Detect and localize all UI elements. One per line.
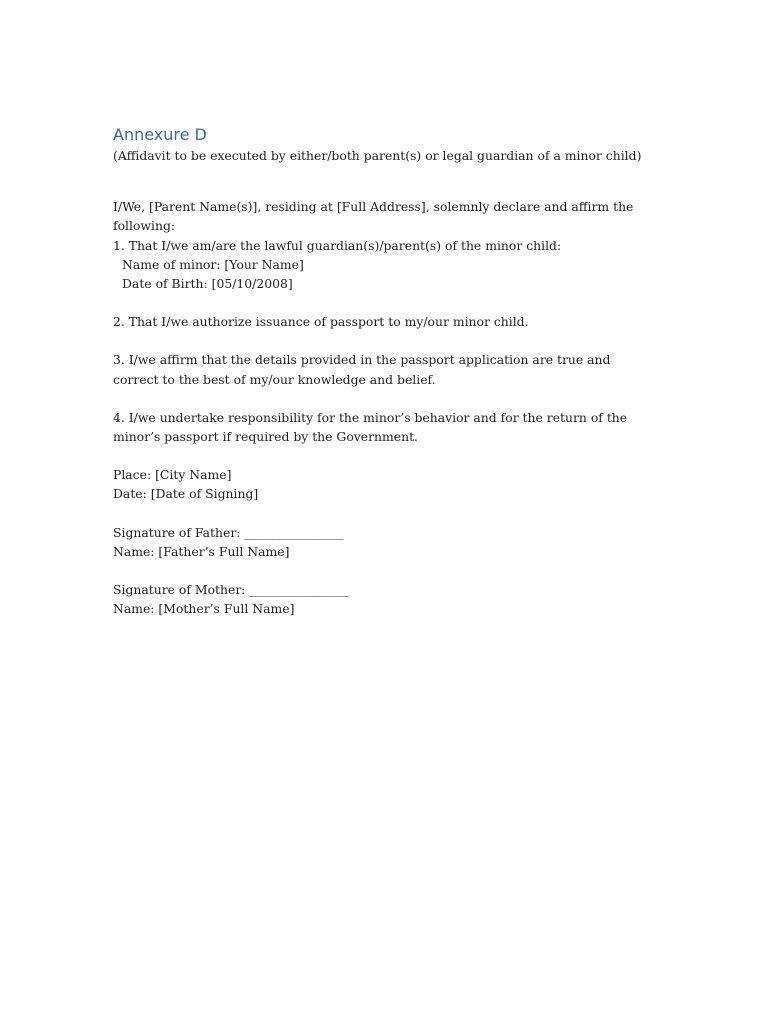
place-date-block xyxy=(113,465,653,503)
document-heading: Annexure D xyxy=(113,125,207,144)
father-name-line: Name: [Father’s Full Name] xyxy=(113,543,290,559)
item-4: 4. I/we undertake responsibility for the minor’s behavior and for the return of the minor’s passport if required by the Government. xyxy=(113,409,628,445)
intro-paragraph: I/We, [Parent Name(s)], residing at [Full Address], solemnly declare and affirm the following: xyxy=(113,199,634,234)
date-line: Date: [Date of Signing] xyxy=(113,486,259,502)
minor-dob: Date of Birth: [05/10/2008] xyxy=(122,276,293,292)
minor-name: Name of minor: [Your Name] xyxy=(122,256,304,272)
item-1: 1. That I/we am/are the lawful guardian(s)/parent(s) of the minor child: xyxy=(113,237,562,253)
mother-signature-line: Signature of Mother: ________________ xyxy=(113,582,349,598)
mother-name-line: Name: [Mother’s Full Name] xyxy=(113,601,295,617)
document-subtitle: (Affidavit to be executed by either/both parent(s) or legal guardian of a minor child) xyxy=(113,148,642,163)
place-line: Place: [City Name] xyxy=(113,467,232,483)
item-3: 3. I/we affirm that the details provided in the passport application are true and correct to the best of my/our knowledge and belief. xyxy=(113,352,611,387)
father-block xyxy=(113,523,653,561)
document-page xyxy=(113,124,653,618)
item-2: 2. That I/we authorize issuance of passport to my/our minor child. xyxy=(113,314,529,330)
mother-block xyxy=(113,580,653,618)
father-signature-line: Signature of Father: ________________ xyxy=(113,524,344,540)
